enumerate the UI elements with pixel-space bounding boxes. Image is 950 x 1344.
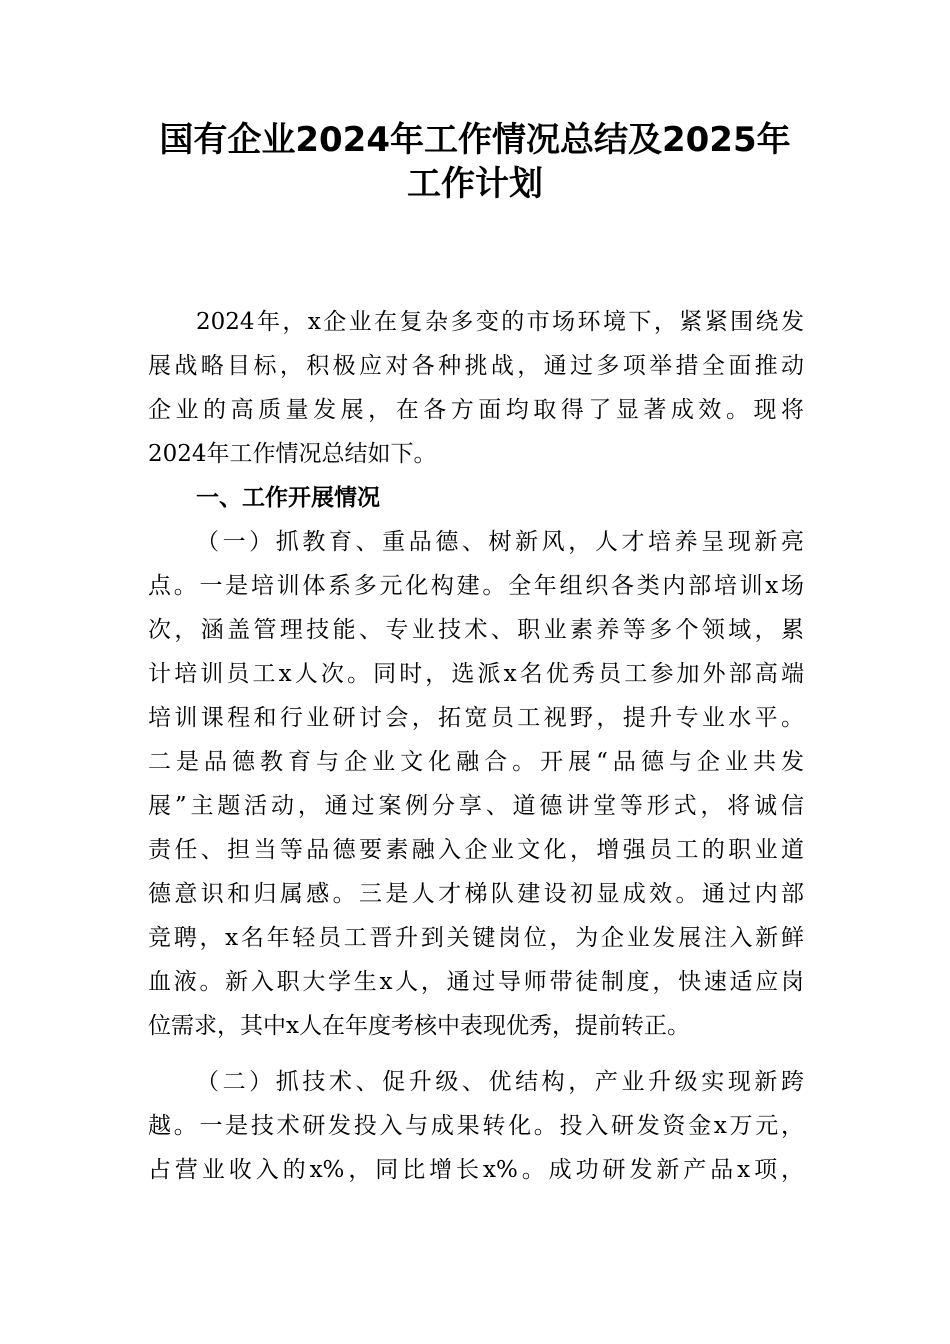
paragraph-line: 二是品德教育与企业文化融合。开展“品德与企业共发 bbox=[148, 749, 804, 775]
intro-line: 企业的高质量发展，在各方面均取得了显著成效。现将 bbox=[148, 397, 804, 423]
document-title-line-2: 工作计划 bbox=[407, 164, 543, 204]
paragraph-line: （二）抓技术、促升级、优结构，产业升级实现新跨 bbox=[196, 1069, 804, 1095]
paragraph-line: 培训课程和行业研讨会，拓宽员工视野，提升专业水平。 bbox=[148, 705, 804, 731]
paragraph-line: 计培训员工x人次。同时，选派x名优秀员工参加外部高端 bbox=[148, 661, 804, 687]
document-title-line-1: 国有企业2024年工作情况总结及2025年 bbox=[159, 120, 791, 160]
section-heading: 一、工作开展情况 bbox=[196, 485, 380, 511]
intro-line: 展战略目标，积极应对各种挑战，通过多项举措全面推动 bbox=[148, 353, 804, 379]
paragraph-line: 点。一是培训体系多元化构建。全年组织各类内部培训x场 bbox=[148, 573, 804, 599]
intro-line: 2024年工作情况总结如下。 bbox=[148, 441, 437, 467]
paragraph-line: 位需求，其中x人在年度考核中表现优秀，提前转正。 bbox=[148, 1013, 690, 1039]
paragraph-line: 竞聘，x名年轻员工晋升到关键岗位，为企业发展注入新鲜 bbox=[148, 925, 804, 951]
paragraph-line: 血液。新入职大学生x人，通过导师带徒制度，快速适应岗 bbox=[148, 969, 804, 995]
paragraph-line: （一）抓教育、重品德、树新风，人才培养呈现新亮 bbox=[196, 529, 804, 555]
paragraph-line: 占营业收入的x%，同比增长x%。成功研发新产品x项， bbox=[148, 1157, 804, 1183]
document-body bbox=[148, 300, 804, 1192]
paragraph-line: 越。一是技术研发投入与成果转化。投入研发资金x万元， bbox=[148, 1113, 804, 1139]
paragraph-line: 责任、担当等品德要素融入企业文化，增强员工的职业道 bbox=[148, 837, 804, 863]
intro-line: 2024年，x企业在复杂多变的市场环境下，紧紧围绕发 bbox=[196, 309, 804, 335]
paragraph-line: 德意识和归属感。三是人才梯队建设初显成效。通过内部 bbox=[148, 881, 804, 907]
paragraph-line: 展”主题活动，通过案例分享、道德讲堂等形式，将诚信 bbox=[148, 793, 804, 819]
paragraph-line: 次，涵盖管理技能、专业技术、职业素养等多个领域，累 bbox=[148, 617, 804, 643]
